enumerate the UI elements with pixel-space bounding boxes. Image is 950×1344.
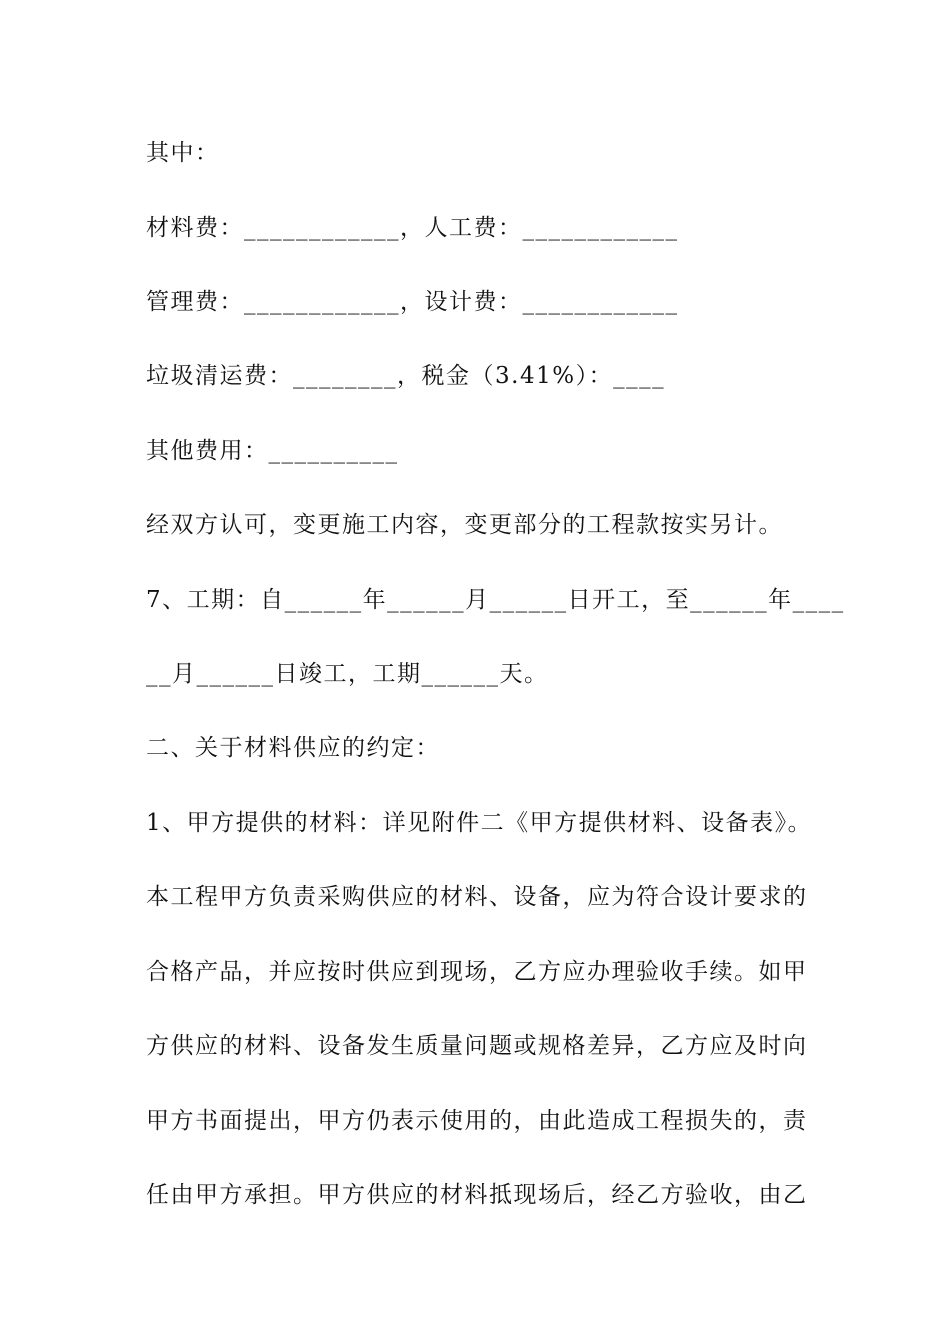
text-line-14: 甲方书面提出，甲方仍表示使用的，由此造成工程损失的，责 [146,1108,808,1134]
text-line-10: 1、甲方提供的材料：详见附件二《甲方提供材料、设备表》。 [146,810,813,836]
text-line-15: 任由甲方承担。甲方供应的材料抵现场后，经乙方验收，由乙 [146,1182,808,1208]
text-line-8: __月______日竣工，工期______天。 [146,661,549,687]
text-line-3: 管理费：____________，设计费：____________ [146,289,679,315]
text-line-11: 本工程甲方负责采购供应的材料、设备，应为符合设计要求的 [146,884,808,910]
text-line-5: 其他费用：__________ [146,438,399,464]
text-line-2: 材料费：____________，人工费：____________ [146,215,679,241]
text-line-7: 7、工期：自______年______月______日开工，至______年____ [146,587,845,613]
text-line-13: 方供应的材料、设备发生质量问题或规格差异，乙方应及时向 [146,1033,808,1059]
text-line-6: 经双方认可，变更施工内容，变更部分的工程款按实另计。 [146,512,783,538]
text-line-4: 垃圾清运费：________，税金（3.41%）：____ [146,363,666,389]
text-line-9: 二、关于材料供应的约定： [146,735,440,761]
text-line-1: 其中： [146,140,220,166]
text-line-12: 合格产品，并应按时供应到现场，乙方应办理验收手续。如甲 [146,959,808,985]
